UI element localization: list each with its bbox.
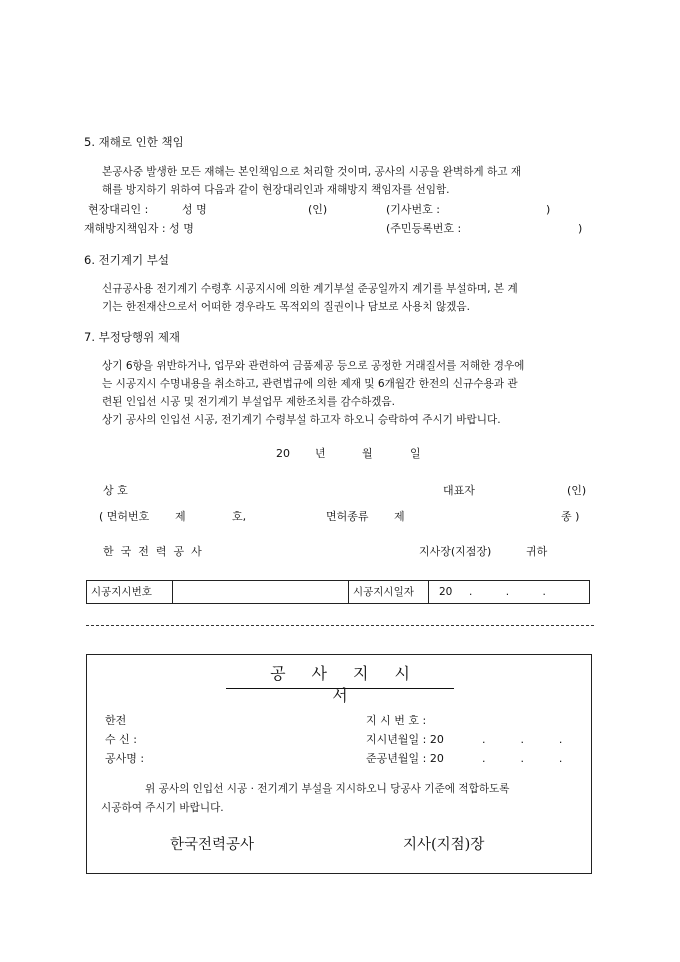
- instruction-date-value[interactable]: 20 . . .: [439, 586, 546, 598]
- instruction-number-field-label: 지 시 번 호 :: [366, 714, 427, 727]
- section-6-line: 기는 한전재산으로서 어떠한 경우라도 목적외의 질권이나 담보로 사용치 않겠음.: [102, 301, 471, 313]
- receiver-label: 수 신 :: [105, 733, 137, 746]
- site-agent-cert-label: (기사번호 :: [386, 203, 440, 216]
- site-agent-name-label: 성 명: [182, 203, 207, 216]
- instruction-date-label: 시공지시일자: [349, 581, 429, 603]
- section-5-line: 해를 방지하기 위하여 다음과 같이 현장대리인과 재해방지 책임자를 선임함.: [102, 184, 450, 196]
- work-order-title-underline: [226, 688, 454, 689]
- representative-label: 대표자: [443, 484, 475, 497]
- site-agent-label: 현장대리인 :: [88, 203, 149, 216]
- section-7-line: 상기 공사의 인입선 시공, 전기계기 수령부설 하고자 하오니 승락하여 주시기 바랍니다.: [102, 414, 501, 426]
- license-kind-jong-label: 종 ): [561, 510, 580, 523]
- instruction-number-label: 시공지시번호: [87, 581, 173, 603]
- safety-manager-id-close: ): [578, 222, 583, 235]
- safety-manager-id-label: (주민등록번호 :: [386, 222, 462, 235]
- section-7-body: [102, 357, 594, 429]
- addressee-org: 한국전력공사: [103, 545, 209, 558]
- license-number-label: ( 면허번호: [99, 510, 150, 523]
- site-agent-cert-close: ): [546, 203, 551, 216]
- section-6-line: 신규공사용 전기계기 수령후 시공지시에 의한 계기부설 준공일까지 계기를 부설하며, 본 계: [102, 283, 518, 295]
- safety-manager-label: 재해방지책임자 : 성 명: [84, 222, 194, 235]
- license-kind-label: 면허종류: [326, 510, 369, 523]
- license-je-label: 제: [175, 510, 186, 523]
- section-7-line: 상기 6항을 위반하거나, 업무와 관련하여 금품제공 등으로 공정한 거래질서를 저해한 경우에: [102, 360, 525, 372]
- company-name-label: 상 호: [103, 484, 128, 497]
- license-kind-je-label: 제: [394, 510, 405, 523]
- license-ho-label: 호,: [232, 510, 247, 523]
- section-6-body: [102, 280, 594, 316]
- section-5-heading: 5. 재해로 인한 책임: [84, 135, 184, 149]
- kepco-label: 한전: [105, 714, 127, 727]
- instruction-date-field-label: 지시년월일 : 20: [366, 733, 444, 746]
- section-5-body: [102, 163, 594, 199]
- completion-date-field-label: 준공년월일 : 20: [366, 752, 444, 765]
- work-order-footer-branch: 지사(지점)장: [403, 837, 485, 853]
- representative-seal: (인): [567, 484, 587, 497]
- date-day-label: 일: [410, 447, 421, 460]
- date-month-label: 월: [362, 447, 373, 460]
- date-year-prefix: 20: [276, 447, 290, 460]
- work-order-body-line: 위 공사의 인입선 시공 · 전기계기 부설을 지시하오니 당공사 기준에 적합하도록: [145, 783, 510, 795]
- work-order-footer-org: 한국전력공사: [170, 837, 255, 853]
- instruction-info-table: [86, 580, 590, 604]
- completion-date-dots: . . .: [482, 752, 563, 765]
- work-order-title: 공사지시서: [270, 664, 436, 705]
- cut-line-divider: [86, 625, 594, 626]
- section-7-heading: 7. 부정당행위 제재: [84, 330, 181, 344]
- date-year-label: 년: [315, 447, 326, 460]
- instruction-number-value[interactable]: [173, 581, 349, 603]
- site-agent-seal: (인): [308, 203, 328, 216]
- addressee-branch: 지사장(지점장): [419, 545, 492, 558]
- instruction-date-dots: . . .: [482, 733, 563, 746]
- project-name-label: 공사명 :: [105, 752, 145, 765]
- section-7-line: 는 시공지시 수명내용을 취소하고, 관련법규에 의한 제재 및 6개월간 한전의 신규수용과 관: [102, 378, 518, 390]
- addressee-honorific: 귀하: [526, 545, 548, 558]
- section-5-line: 본공사중 발생한 모든 재해는 본인책임으로 처리할 것이며, 공사의 시공을 완벽하게 하고 재: [102, 166, 522, 178]
- section-7-line: 련된 인입선 시공 및 전기계기 부설업무 제한조치를 감수하겠음.: [102, 396, 396, 408]
- work-order-body-line: 시공하여 주시기 바랍니다.: [101, 802, 224, 814]
- section-6-heading: 6. 전기계기 부설: [84, 253, 169, 267]
